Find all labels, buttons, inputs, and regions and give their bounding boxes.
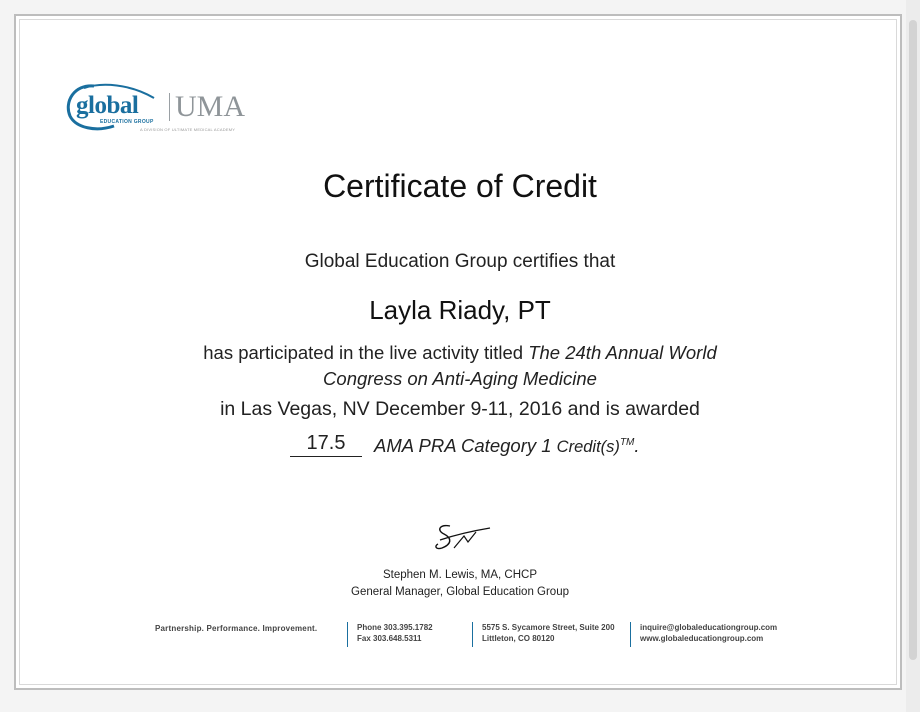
activity-line-1 bbox=[0, 342, 920, 364]
logo-brand-sub: EDUCATION GROUP bbox=[100, 119, 154, 125]
signer-name: Stephen M. Lewis, MA, CHCP bbox=[382, 569, 538, 581]
trademark-mark: TM bbox=[619, 436, 635, 448]
logo-partner: UMA bbox=[175, 90, 246, 123]
scrollbar-thumb[interactable] bbox=[909, 20, 917, 660]
footer bbox=[0, 622, 920, 652]
footer-website: www.globaleducationgroup.com bbox=[640, 634, 764, 643]
location-line: in Las Vegas, NV December 9-11, 2016 and is awarded bbox=[220, 398, 700, 420]
recipient-name: Layla Riady, PT bbox=[369, 295, 551, 325]
certificate-title: Certificate of Credit bbox=[323, 168, 597, 204]
footer-fax: Fax 303.648.5311 bbox=[357, 634, 422, 643]
footer-address bbox=[472, 622, 615, 647]
credit-label-main: AMA PRA Category 1 bbox=[374, 435, 552, 456]
footer-contact-phone bbox=[347, 622, 433, 647]
footer-phone: Phone 303.395.1782 bbox=[357, 623, 433, 632]
footer-tagline: Partnership. Performance. Improvement. bbox=[155, 624, 318, 633]
activity-title-part1: The 24th Annual World bbox=[528, 342, 717, 363]
activity-prefix: has participated in the live activity titled bbox=[203, 342, 524, 363]
signer-title: General Manager, Global Education Group bbox=[351, 586, 569, 598]
credit-label-small: Credit(s) bbox=[556, 438, 620, 456]
logo-divider bbox=[169, 93, 170, 121]
certifies-text: Global Education Group certifies that bbox=[304, 251, 616, 272]
logo-brand-word: global bbox=[76, 92, 139, 119]
credit-period: . bbox=[634, 435, 640, 456]
credit-line bbox=[290, 432, 710, 462]
credit-label bbox=[374, 435, 640, 457]
signature-image bbox=[430, 518, 494, 554]
footer-web bbox=[630, 622, 777, 647]
activity-title-part2: Congress on Anti-Aging Medicine bbox=[323, 368, 597, 389]
footer-email: inquire@globaleducationgroup.com bbox=[640, 623, 778, 632]
footer-address-line1: 5575 S. Sycamore Street, Suite 200 bbox=[482, 623, 615, 632]
footer-address-line2: Littleton, CO 80120 bbox=[482, 634, 555, 643]
credit-amount: 17.5 bbox=[290, 432, 362, 457]
logo-tagline: A DIVISION OF ULTIMATE MEDICAL ACADEMY bbox=[140, 127, 236, 132]
global-uma-logo bbox=[62, 80, 262, 134]
